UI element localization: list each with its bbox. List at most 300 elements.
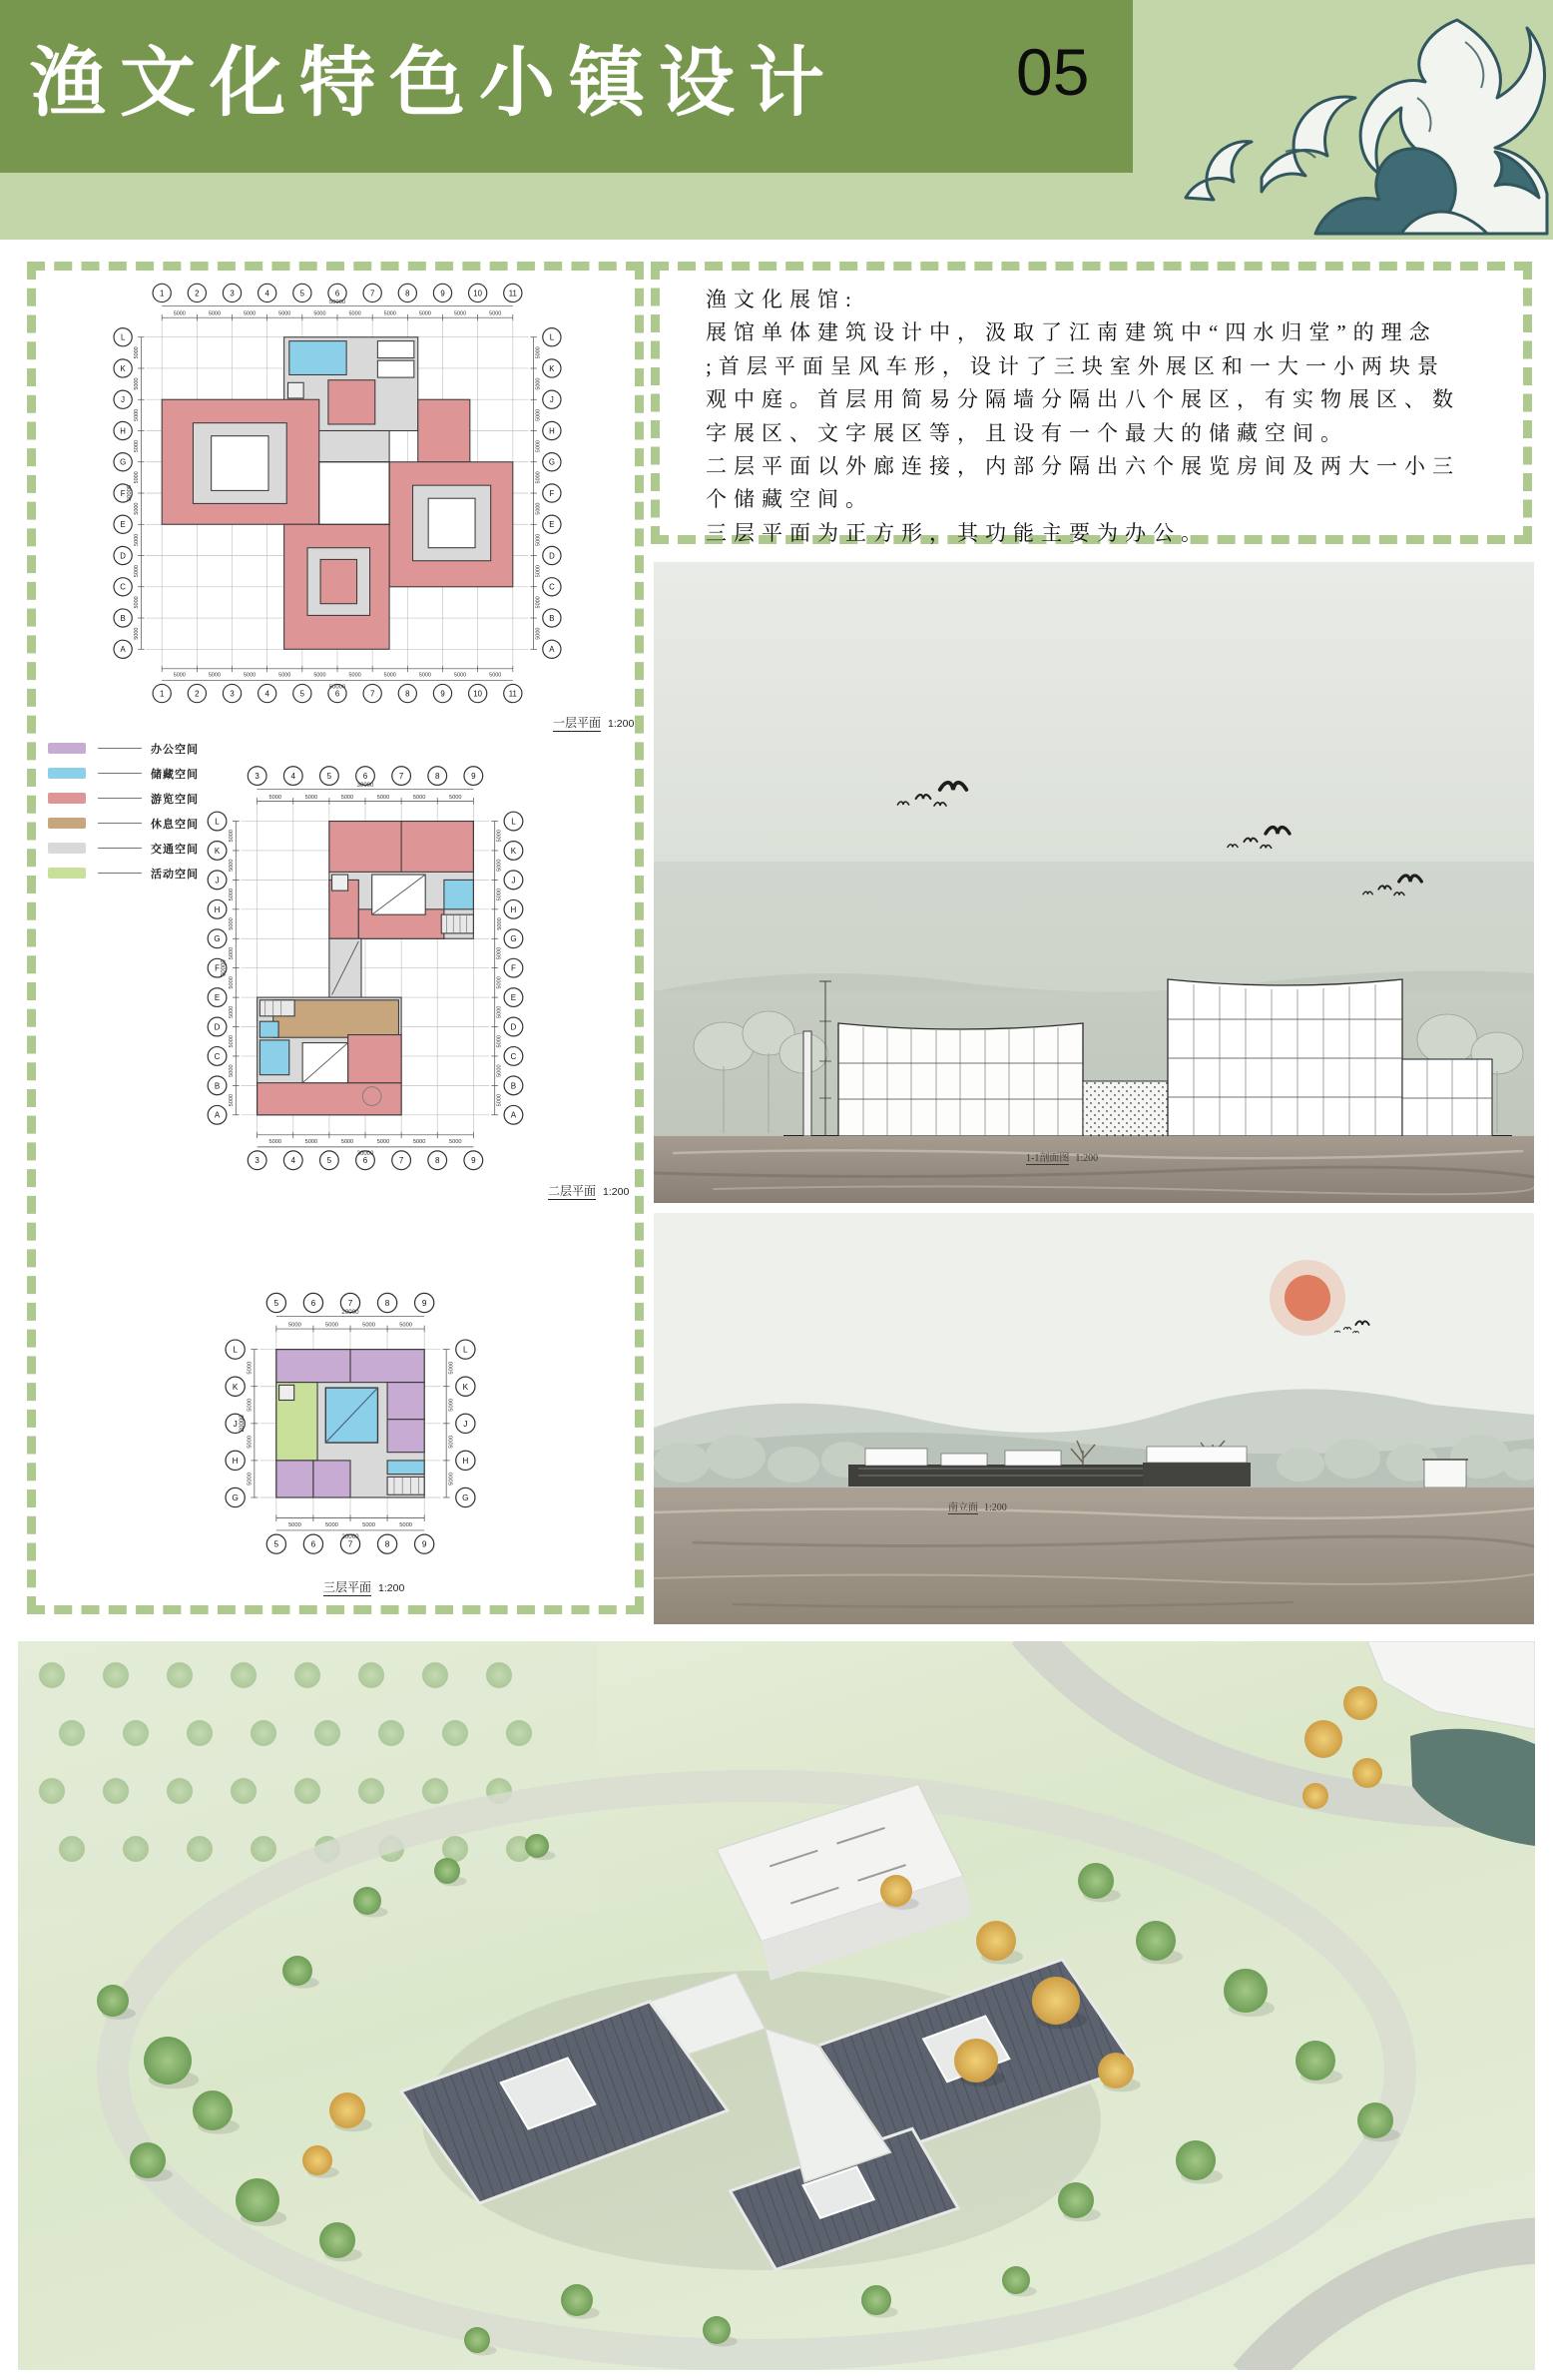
dim-total: 20000 (341, 1533, 359, 1541)
dim-label: 5000 (325, 1521, 338, 1528)
dim-label: 5000 (228, 1093, 235, 1107)
tree-green (97, 1985, 129, 2017)
dim-label: 5000 (535, 346, 542, 359)
tree-green (561, 2284, 593, 2316)
dim-label: 5000 (268, 1138, 281, 1145)
grid-bubble-label: L (549, 332, 555, 342)
dim-label: 5000 (247, 1435, 254, 1449)
dim-label: 5000 (228, 1034, 235, 1048)
grid-bubble-label: 7 (398, 1156, 404, 1166)
grid-bubble-label: 6 (310, 1539, 316, 1549)
elevation-label (948, 1498, 1007, 1513)
dim-total: 20000 (238, 1415, 246, 1433)
grid-bubble-label: L (463, 1345, 468, 1355)
grid-bubble-label: F (215, 963, 220, 973)
dim-label: 5000 (535, 627, 542, 640)
tree-yellow (954, 2039, 998, 2082)
dim-label: 5000 (496, 946, 503, 960)
grid-bubble-label: L (215, 817, 220, 827)
tree-green (1176, 2140, 1216, 2180)
dim-label: 5000 (228, 888, 235, 901)
faded-tree (422, 1662, 448, 1688)
elevation-label-scale: 1:200 (984, 1502, 1007, 1513)
faded-tree (187, 1836, 213, 1862)
page-title: 渔文化特色小镇设计 (30, 42, 838, 126)
plan2-title: 二层平面 (548, 1184, 597, 1198)
dim-label: 5000 (496, 1093, 503, 1107)
dim-label: 5000 (304, 1138, 318, 1145)
grid-bubble-label: J (121, 395, 126, 405)
dim-total: 20000 (341, 1308, 359, 1316)
grid-bubble-label: 6 (334, 689, 340, 699)
grid-bubble-label: 7 (369, 289, 375, 298)
dim-label: 5000 (496, 917, 503, 930)
tree-green (144, 2037, 192, 2084)
dim-label: 5000 (134, 471, 141, 484)
dim-label: 5000 (453, 672, 467, 679)
dim-label: 5000 (340, 1138, 354, 1145)
grid-bubble-label: 9 (421, 1298, 427, 1308)
plan2-label (548, 1182, 629, 1199)
grid-bubble-label: 5 (299, 289, 305, 298)
grid-bubble-label: H (120, 426, 126, 436)
faded-tree (314, 1720, 340, 1746)
sun (1285, 1275, 1330, 1321)
grid-bubble-label: 1 (160, 689, 165, 699)
page-number: 05 (1016, 35, 1090, 109)
tree-green (1078, 1863, 1114, 1899)
dim-label: 5000 (448, 1361, 455, 1375)
grid-bubble-label: C (549, 582, 555, 592)
legend-swatch (48, 843, 86, 854)
faded-tree (167, 1662, 193, 1688)
dim-label: 5000 (340, 794, 354, 801)
dim-label: 5000 (134, 408, 141, 421)
tree-green (434, 1858, 460, 1884)
dim-label: 5000 (228, 1005, 235, 1019)
faded-tree (422, 1778, 448, 1804)
dim-total: 30000 (356, 782, 374, 789)
faded-tree (486, 1662, 512, 1688)
dim-label: 5000 (287, 1322, 301, 1329)
section-sky-art (654, 562, 1534, 1203)
grid-bubble-label: 5 (273, 1539, 279, 1549)
grid-bubble-label: J (215, 876, 220, 886)
plan1-label (553, 714, 634, 731)
section-label-scale: 1:200 (1075, 1153, 1099, 1164)
dim-label: 5000 (247, 1473, 254, 1486)
grid-bubble-label: 3 (255, 1156, 259, 1166)
faded-tree (167, 1778, 193, 1804)
dim-label: 5000 (399, 1521, 413, 1528)
section-drawing-image (654, 562, 1534, 1203)
grid-bubble-label: B (510, 1081, 517, 1091)
grid-bubble-label: K (120, 363, 126, 373)
dim-label: 5000 (362, 1521, 375, 1528)
tree-green (130, 2142, 166, 2178)
dim-label: 5000 (228, 830, 235, 843)
dim-total: 50000 (126, 484, 133, 502)
dim-label: 5000 (496, 888, 503, 901)
dim-label: 5000 (412, 1138, 426, 1145)
grid-bubble-label: 3 (230, 289, 235, 298)
tree-green (282, 1956, 312, 1986)
dim-label: 5000 (244, 672, 257, 679)
legend-line (98, 823, 142, 824)
grid-bubble-label: K (510, 846, 517, 856)
grid-bubble-label: 3 (255, 772, 259, 782)
dim-label: 5000 (313, 310, 326, 317)
dim-label: 5000 (278, 672, 291, 679)
faded-tree (123, 1720, 149, 1746)
dim-label: 5000 (173, 310, 186, 317)
grid-bubble-label: 9 (440, 689, 445, 699)
grid-bubble-label: F (120, 488, 126, 498)
legend-label: 活动空间 (151, 868, 199, 881)
south-elevation-image (654, 1213, 1534, 1624)
grid-bubble-label: J (233, 1419, 238, 1429)
legend-swatch (48, 743, 86, 754)
faded-tree (103, 1662, 129, 1688)
dim-label: 5000 (449, 794, 462, 801)
grid-bubble-label: E (549, 520, 555, 530)
dim-label: 5000 (228, 946, 235, 960)
dim-label: 5000 (535, 471, 542, 484)
grid-bubble-label: 4 (264, 289, 269, 298)
grid-bubble-label: H (462, 1456, 469, 1466)
grid-bubble-label: 5 (326, 1156, 332, 1166)
text-line-7: 三层平面为正方形，其功能主要为办公。 (706, 520, 1209, 545)
grid-bubble-label: 2 (195, 689, 200, 699)
grid-bubble-label: 2 (195, 289, 200, 298)
plan1-title: 一层平面 (553, 716, 602, 730)
tree-yellow (302, 2145, 332, 2175)
dim-label: 5000 (362, 1322, 375, 1329)
third-floor-plan (186, 1281, 515, 1600)
grid-bubble-label: K (232, 1382, 239, 1392)
grid-bubble-label: B (214, 1081, 221, 1091)
grid-bubble-label: E (120, 520, 126, 530)
dim-label: 5000 (247, 1398, 254, 1412)
grid-bubble-label: H (510, 904, 517, 914)
grid-bubble-label: 6 (334, 289, 340, 298)
description-panel (651, 262, 1532, 544)
tree-green (236, 2178, 279, 2222)
grid-bubble-label: C (214, 1051, 221, 1061)
section-label (1026, 1149, 1098, 1164)
dim-label: 5000 (496, 859, 503, 872)
faded-tree (358, 1662, 384, 1688)
grid-bubble-label: H (549, 426, 555, 436)
dim-label: 5000 (535, 502, 542, 515)
tree-green (464, 2327, 490, 2353)
dim-label: 5000 (134, 533, 141, 546)
plan3-title: 三层平面 (323, 1580, 372, 1594)
grid-bubble-label: 3 (230, 689, 235, 699)
grid-bubble-label: D (120, 551, 126, 561)
faded-tree (251, 1720, 276, 1746)
faded-tree (231, 1778, 257, 1804)
text-line-2: ;首层平面呈风车形，设计了三块室外展区和一大一小两块景 (706, 353, 1445, 378)
legend-swatch (48, 793, 86, 804)
legend-label: 交通空间 (151, 843, 199, 856)
grid-bubble-label: 8 (405, 689, 410, 699)
dim-label: 5000 (412, 794, 426, 801)
grid-bubble-label: H (214, 904, 221, 914)
wave-illustration (1166, 2, 1551, 238)
dim-label: 5000 (304, 794, 318, 801)
dim-label: 5000 (535, 596, 542, 609)
legend-line (98, 748, 142, 749)
legend-line (98, 798, 142, 799)
legend-swatch (48, 768, 86, 779)
section-label-name: 1-1剖面图 (1026, 1153, 1070, 1164)
dim-label: 5000 (376, 1138, 390, 1145)
dim-label: 5000 (208, 672, 222, 679)
faded-tree (59, 1720, 85, 1746)
elevation-label-name: 南立面 (948, 1502, 978, 1513)
plan3-label (323, 1578, 404, 1595)
grid-bubble-label: 8 (434, 1156, 440, 1166)
grid-bubble-label: 4 (264, 689, 269, 699)
grid-bubble-label: G (510, 934, 517, 944)
grid-bubble-label: E (510, 993, 517, 1003)
dim-label: 5000 (496, 1034, 503, 1048)
dim-label: 5000 (448, 1435, 455, 1449)
dim-label: 5000 (489, 310, 502, 317)
dim-label: 5000 (173, 672, 186, 679)
grid-bubble-label: A (510, 1110, 517, 1120)
grid-bubble-label: K (549, 363, 555, 373)
dim-label: 5000 (449, 1138, 462, 1145)
tree-yellow (1098, 2053, 1134, 2088)
text-line-1: 展馆单体建筑设计中，汲取了江南建筑中“四水归堂”的理念 (706, 320, 1437, 345)
plan2-scale: 1:200 (603, 1186, 630, 1198)
dim-label: 5000 (228, 1064, 235, 1077)
dim-label: 5000 (399, 1322, 413, 1329)
dim-label: 5000 (278, 310, 291, 317)
grid-bubble-label: A (549, 645, 555, 655)
dim-label: 5000 (348, 310, 361, 317)
grid-bubble-label: 10 (473, 689, 482, 699)
grid-bubble-label: L (120, 332, 126, 342)
grid-bubble-label: A (214, 1110, 221, 1120)
aerial-render-image (18, 1641, 1535, 2370)
dim-label: 5000 (134, 627, 141, 640)
tree-yellow (976, 1921, 1016, 1961)
grid-bubble-label: B (549, 613, 555, 623)
tree-green (319, 2222, 355, 2258)
dim-label: 5000 (535, 440, 542, 453)
plan1-scale: 1:200 (608, 718, 635, 730)
grid-bubble-label: L (511, 817, 516, 827)
grid-bubble-label: 10 (473, 289, 482, 298)
dim-label: 5000 (418, 310, 431, 317)
dim-label: 5000 (383, 672, 396, 679)
tree-green (1357, 2102, 1393, 2138)
faded-tree (294, 1778, 320, 1804)
grid-bubble-label: A (120, 645, 126, 655)
legend-label: 储藏空间 (151, 768, 199, 781)
grid-bubble-label: J (511, 876, 516, 886)
grid-bubble-label: H (232, 1456, 239, 1466)
grid-bubble-label: 8 (384, 1298, 390, 1308)
tree-green (703, 2316, 731, 2344)
faded-tree (59, 1836, 85, 1862)
text-line-0: 渔文化展馆: (706, 288, 858, 311)
description-text (706, 284, 1505, 550)
dim-label: 5000 (287, 1521, 301, 1528)
dim-label: 5000 (535, 533, 542, 546)
tree-green (1295, 2041, 1335, 2081)
grid-bubble-label: G (214, 934, 221, 944)
dim-label: 5000 (244, 310, 257, 317)
dim-label: 5000 (535, 377, 542, 390)
dim-label: 5000 (268, 794, 281, 801)
grid-bubble-label: F (511, 963, 516, 973)
grid-bubble-label: 7 (347, 1298, 353, 1308)
grid-bubble-label: 4 (290, 772, 296, 782)
dim-label: 5000 (535, 408, 542, 421)
faded-tree (442, 1720, 468, 1746)
faded-tree (187, 1720, 213, 1746)
dim-label: 5000 (228, 859, 235, 872)
dim-label: 5000 (535, 565, 542, 578)
grid-bubble-label: 5 (273, 1298, 279, 1308)
dim-label: 5000 (134, 596, 141, 609)
grid-bubble-label: 11 (508, 289, 517, 298)
dim-label: 5000 (453, 310, 467, 317)
tree-yellow (329, 2092, 365, 2128)
dim-label: 5000 (348, 672, 361, 679)
grid-bubble-label: 11 (508, 689, 517, 699)
dim-label: 5000 (228, 917, 235, 930)
legend-swatch (48, 868, 86, 879)
grid-bubble-label: J (463, 1419, 468, 1429)
grid-bubble-label: 8 (405, 289, 410, 298)
dim-label: 5000 (134, 346, 141, 359)
dim-label: 5000 (313, 672, 326, 679)
dim-total: 50000 (328, 298, 346, 305)
dim-total: 50000 (328, 684, 346, 691)
dim-label: 5000 (496, 1005, 503, 1019)
faded-tree (294, 1662, 320, 1688)
faded-tree (103, 1778, 129, 1804)
dim-total: 30000 (356, 1150, 374, 1157)
tree-green (1136, 1921, 1176, 1961)
dim-total: 50000 (221, 959, 228, 977)
faded-tree (231, 1662, 257, 1688)
dim-label: 5000 (247, 1361, 254, 1375)
dim-label: 5000 (376, 794, 390, 801)
grid-bubble-label: D (510, 1022, 517, 1032)
tree-yellow (880, 1875, 912, 1907)
dim-label: 5000 (134, 377, 141, 390)
legend-line (98, 848, 142, 849)
text-line-5: 二层平面以外廊连接，内部分隔出六个展览房间及两大一小三 (706, 454, 1460, 479)
grid-bubble-label: G (120, 457, 127, 467)
text-line-3: 观中庭。首层用简易分隔墙分隔出八个展区，有实物展区、数 (706, 387, 1460, 412)
grid-bubble-label: 9 (440, 289, 445, 298)
grid-bubble-label: F (549, 488, 555, 498)
legend-line (98, 873, 142, 874)
dim-label: 5000 (418, 672, 431, 679)
elevation-art (654, 1213, 1534, 1624)
grid-bubble-label: E (214, 993, 221, 1003)
grid-bubble-label: 8 (384, 1539, 390, 1549)
grid-bubble-label: J (549, 395, 554, 405)
dim-label: 5000 (496, 1064, 503, 1077)
legend-swatch (48, 818, 86, 829)
tree-green (1002, 2266, 1030, 2294)
legend-label: 游览空间 (151, 793, 199, 806)
dim-label: 5000 (489, 672, 502, 679)
legend-label: 办公空间 (151, 743, 199, 756)
grid-bubble-label: D (214, 1022, 221, 1032)
grid-bubble-label: G (548, 457, 555, 467)
grid-bubble-label: 5 (326, 772, 332, 782)
tree-green (193, 2090, 233, 2130)
grid-bubble-label: K (214, 846, 221, 856)
tree-green (353, 1887, 381, 1915)
grid-bubble-label: 6 (310, 1298, 316, 1308)
dim-label: 5000 (134, 502, 141, 515)
second-floor-plan (141, 752, 590, 1183)
grid-bubble-label: 4 (290, 1156, 296, 1166)
grid-bubble-label: 6 (362, 1156, 368, 1166)
dim-label: 5000 (325, 1322, 338, 1329)
text-line-4: 字展区、文字展区等，且设有一个最大的储藏空间。 (706, 420, 1348, 445)
grid-bubble-label: 8 (434, 772, 440, 782)
tree-green (861, 2285, 891, 2315)
grid-bubble-label: 5 (299, 689, 305, 699)
faded-tree (506, 1720, 532, 1746)
grid-bubble-label: 6 (362, 772, 368, 782)
grid-bubble-label: 1 (160, 289, 165, 298)
grid-bubble-label: 7 (398, 772, 404, 782)
dim-label: 5000 (383, 310, 396, 317)
grid-bubble-label: D (549, 551, 555, 561)
grid-bubble-label: B (120, 613, 126, 623)
floor-plans-panel (27, 262, 644, 1614)
dim-label: 5000 (448, 1398, 455, 1412)
faded-tree (251, 1836, 276, 1862)
faded-tree (123, 1836, 149, 1862)
grid-bubble-label: 7 (347, 1539, 353, 1549)
grid-bubble-label: C (120, 582, 126, 592)
grid-bubble-label: G (462, 1493, 469, 1503)
dim-label: 5000 (134, 440, 141, 453)
tree-green (525, 1834, 549, 1858)
faded-tree (39, 1662, 65, 1688)
aerial-render-art (18, 1641, 1535, 2370)
tree-green (1058, 2182, 1094, 2218)
legend-label: 休息空间 (151, 818, 199, 831)
faded-tree (358, 1778, 384, 1804)
dim-label: 5000 (496, 976, 503, 989)
grid-bubble-label: G (232, 1493, 239, 1503)
first-floor-plan (58, 279, 617, 708)
plan3-scale: 1:200 (378, 1582, 405, 1594)
tree-green (1224, 1969, 1268, 2013)
grid-bubble-label: C (510, 1051, 517, 1061)
faded-tree (39, 1778, 65, 1804)
faded-tree (378, 1720, 404, 1746)
tree-yellow (1032, 1977, 1080, 2025)
dim-label: 5000 (496, 830, 503, 843)
dim-label: 5000 (448, 1473, 455, 1486)
grid-bubble-label: L (233, 1345, 238, 1355)
